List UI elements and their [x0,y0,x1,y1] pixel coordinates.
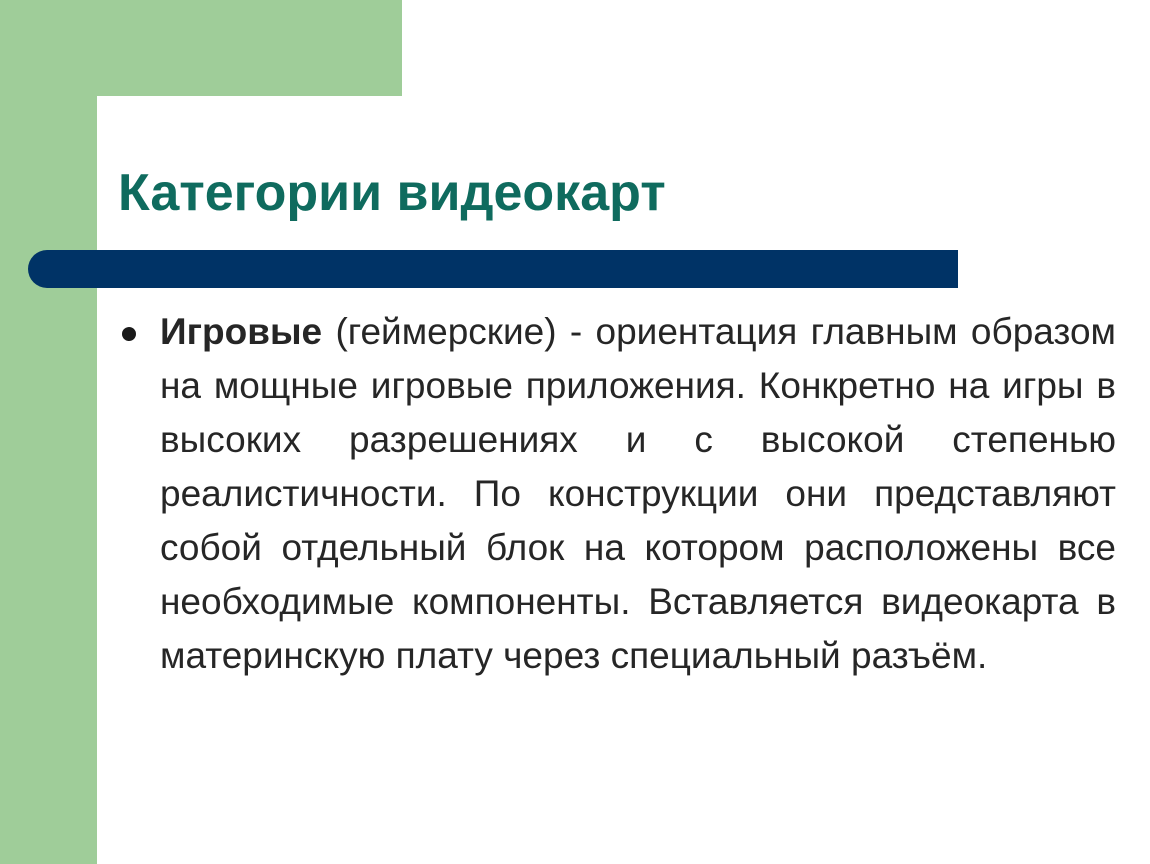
slide-title: Категории видеокарт [118,164,666,222]
title-underline-bar [28,250,958,288]
bullet-icon [122,327,136,341]
green-side-band [0,0,97,864]
bullet-text [160,305,1116,683]
green-top-band [0,0,402,96]
bullet-description: (геймерские) - ориентация главным образом на мощные игровые приложения. Конкретно на игры в высоких разрешениях и с высокой степенью реалистичности. По конструкции они представляют собой отдельный блок на котором расположены все необходимые компоненты. Вставляется видеокарта в материнскую плату через специальный разъём. [160,311,1116,676]
bullet-term: Игровые [160,311,323,352]
